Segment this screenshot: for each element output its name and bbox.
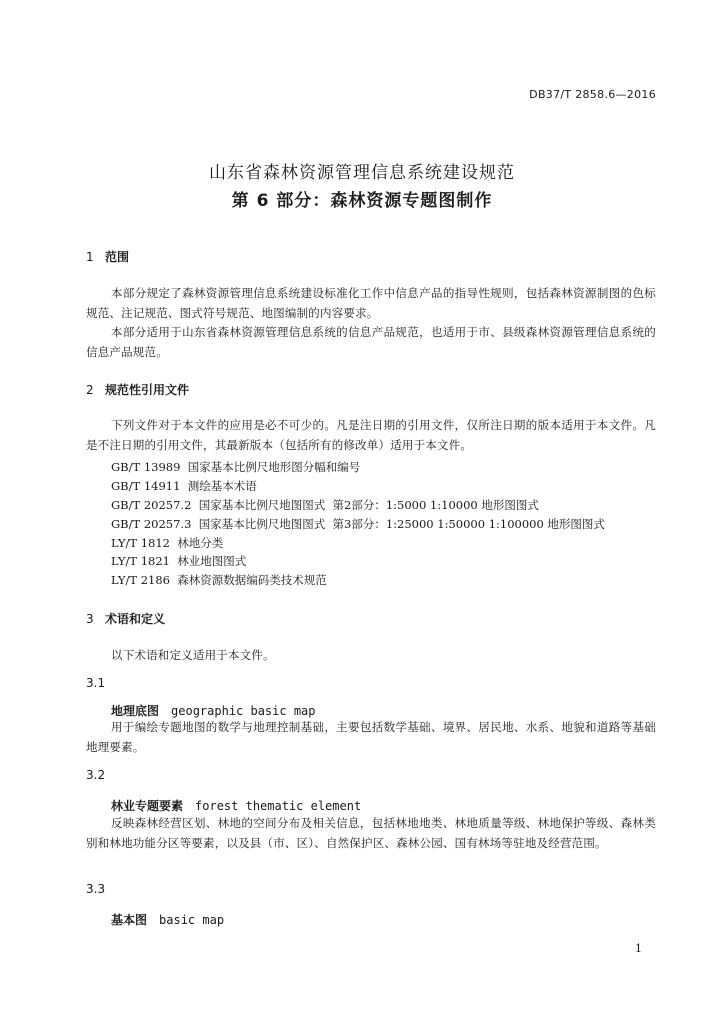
term-number: 3.2	[86, 768, 106, 782]
term-en: basic map	[159, 913, 225, 927]
term-heading	[111, 702, 316, 719]
document-subtitle: 第 6 部分：森林资源专题图制作	[231, 191, 493, 211]
section-heading-normative-references	[86, 381, 189, 398]
reference-item: LY/T 2186 森林资源数据编码类技术规范	[111, 573, 327, 587]
standard-code: DB37/T 2858.6—2016	[529, 88, 656, 101]
term-zh: 林业专题要素	[111, 799, 184, 813]
section-title: 规范性引用文件	[105, 383, 190, 397]
term-definition: 用于编绘专题地图的数学与地理控制基础，主要包括数学基础、境界、居民地、水系、地貌和道路等基础地理要素。	[86, 720, 656, 754]
term-en: geographic basic map	[171, 704, 316, 718]
page-number: 1	[635, 942, 642, 955]
section-title: 术语和定义	[105, 612, 166, 626]
scope-paragraph-1: 本部分规定了森林资源管理信息系统建设标准化工作中信息产品的指导性规则，包括森林资源制图的色标规范、注记规范、图式符号规范、地图编制的内容要求。	[86, 286, 656, 320]
term-zh: 地理底图	[111, 704, 160, 718]
term-en: forest thematic element	[195, 799, 362, 813]
references-paragraph: 下列文件对于本文件的应用是必不可少的。凡是注日期的引用文件，仅所注日期的版本适用于本文件。凡是不注日期的引用文件，其最新版本（包括所有的修改单）适用于本文件。	[86, 418, 656, 452]
reference-item: GB/T 14911 测绘基本术语	[111, 479, 257, 493]
term-heading	[111, 911, 224, 928]
term-number: 3.3	[86, 882, 106, 896]
reference-item: GB/T 20257.2 国家基本比例尺地图图式 第2部分：1:5000 1:10000 地形图图式	[111, 498, 539, 512]
terms-intro: 以下术语和定义适用于本文件。	[111, 648, 275, 662]
section-number: 2	[86, 383, 94, 397]
term-number: 3.1	[86, 676, 106, 690]
reference-item: GB/T 20257.3 国家基本比例尺地图图式 第3部分：1:25000 1:50000 1:100000 地形图图式	[111, 517, 605, 531]
scope-paragraph-2: 本部分适用于山东省森林资源管理信息系统的信息产品规范，也适用于市、县级森林资源管理信息系统的信息产品规范。	[86, 325, 656, 359]
document-title: 山东省森林资源管理信息系统建设规范	[209, 163, 515, 183]
term-zh: 基本图	[111, 913, 148, 927]
section-heading-scope	[86, 248, 129, 265]
reference-item: LY/T 1821 林业地图图式	[111, 554, 247, 568]
section-heading-terms	[86, 610, 165, 627]
section-number: 1	[86, 250, 94, 264]
section-number: 3	[86, 612, 94, 626]
reference-item: GB/T 13989 国家基本比例尺地形图分幅和编号	[111, 460, 361, 474]
reference-item: LY/T 1812 林地分类	[111, 536, 224, 550]
term-definition: 反映森林经营区划、林地的空间分布及相关信息，包括林地地类、林地质量等级、林地保护等级、森林类别和林地功能分区等要素，以及县（市、区）、自然保护区、森林公园、国有林场等驻地及经营范围。	[86, 816, 656, 850]
term-heading	[111, 797, 361, 814]
section-title: 范围	[105, 250, 130, 264]
